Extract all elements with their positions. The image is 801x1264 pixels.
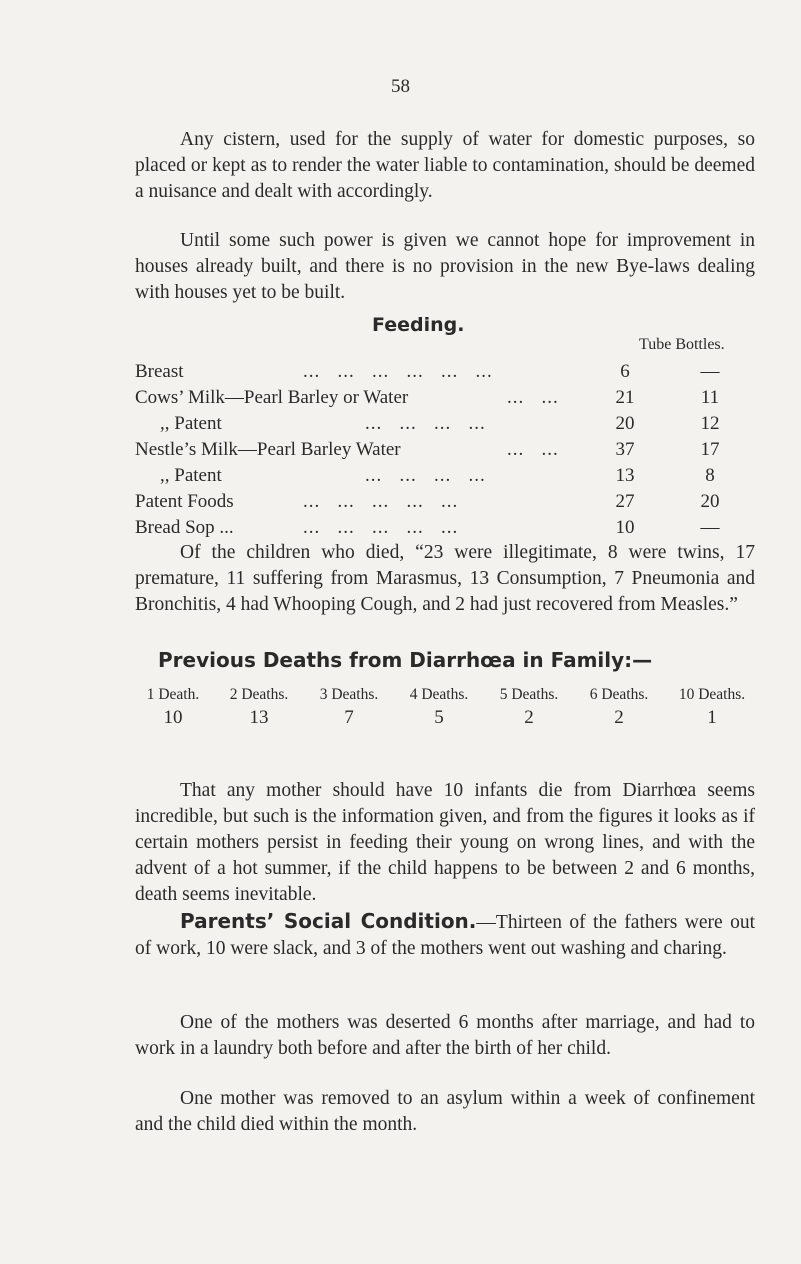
page-number: 58 (391, 76, 410, 97)
deaths-column (307, 686, 391, 729)
deaths-column-value: 2 (614, 707, 624, 728)
feeding-row-label: ,, Patent (160, 465, 222, 486)
deaths-column-header: 4 Deaths. (409, 686, 469, 703)
deaths-column-header: 10 Deaths. (678, 686, 746, 703)
tube-bottles-value: — (700, 361, 720, 382)
tube-bottles-value: — (700, 517, 720, 538)
feeding-row-label: Bread Sop ... (135, 517, 234, 538)
feeding-table (135, 361, 757, 543)
feeding-row (135, 491, 757, 517)
leader-dots: ... ... (507, 387, 559, 408)
deaths-column-header: 2 Deaths. (229, 686, 289, 703)
tube-bottles-value: 17 (700, 439, 720, 460)
feeding-value: 6 (620, 361, 630, 382)
deaths-column-value: 2 (524, 707, 534, 728)
paragraph-parents (135, 908, 755, 962)
leader-dots: ... ... (507, 439, 559, 460)
deaths-column (487, 686, 571, 729)
feeding-row (135, 387, 757, 413)
feeding-row-label: ,, Patent (160, 413, 222, 434)
leader-dots: ... ... ... ... ... (303, 491, 459, 512)
leader-dots: ... ... ... ... (365, 465, 486, 486)
paragraph-children-died: Of the children who died, “23 were illegitimate, 8 were twins, 17 premature, 11 suffering from Marasmus, 13 Consumption, 7 Pneumonia and Bronchitis, 4 had Whooping Cough, and 2 had just recovered from Measles.” (135, 542, 755, 615)
tube-bottles-value: 8 (705, 465, 715, 486)
feeding-value: 37 (615, 439, 635, 460)
deaths-column (577, 686, 661, 729)
deaths-column (667, 686, 757, 729)
deaths-column-header: 5 Deaths. (499, 686, 559, 703)
feeding-value: 20 (615, 413, 635, 434)
deaths-column (217, 686, 301, 729)
deaths-column-value: 13 (249, 707, 269, 728)
deaths-column-value: 7 (344, 707, 354, 728)
deaths-column-header: 1 Death. (146, 686, 200, 703)
feeding-row (135, 361, 757, 387)
deaths-column-value: 5 (434, 707, 444, 728)
paragraph-diarrhoea: That any mother should have 10 infants die from Diarrhœa seems incredible, but such is the information given, and from the figures it looks as if certain mothers persist in feeding their young on wrong lines, and with the advent of a hot summer, if the child happens to be between 2 and 6 months, death seems inevitable. (135, 780, 755, 905)
deaths-column (135, 686, 211, 729)
tube-bottles-value: 11 (700, 387, 720, 408)
tube-bottles-value: 20 (700, 491, 720, 512)
paragraph-deserted: One of the mothers was deserted 6 months after marriage, and had to work in a laundry both before and after the birth of her child. (135, 1012, 755, 1059)
tube-bottles-header: Tube Bottles. (639, 336, 725, 353)
feeding-value: 10 (615, 517, 635, 538)
parents-heading: Parents’ Social Condition. (180, 909, 477, 933)
deaths-column-header: 6 Deaths. (589, 686, 649, 703)
paragraph-bye-laws: Until some such power is given we cannot hope for improvement in houses already built, and there is no provision in the new Bye-laws dealing with houses yet to be built. (135, 230, 755, 303)
feeding-row-label: Patent Foods (135, 491, 234, 512)
feeding-heading: Feeding. (372, 314, 465, 336)
feeding-row (135, 439, 757, 465)
tube-bottles-value: 12 (700, 413, 720, 434)
deaths-column-header: 3 Deaths. (319, 686, 379, 703)
feeding-value: 13 (615, 465, 635, 486)
deaths-column-value: 1 (707, 707, 717, 728)
deaths-column (397, 686, 481, 729)
leader-dots: ... ... ... ... (365, 413, 486, 434)
feeding-row-label: Cows’ Milk—Pearl Barley or Water (135, 387, 409, 408)
feeding-row (135, 413, 757, 439)
paragraph-asylum: One mother was removed to an asylum within a week of confinement and the child died within the month. (135, 1088, 755, 1135)
leader-dots: ... ... ... ... ... ... (303, 361, 493, 382)
feeding-value: 21 (615, 387, 635, 408)
leader-dots: ... ... ... ... ... (303, 517, 459, 538)
previous-deaths-heading: Previous Deaths from Diarrhœa in Family:— (158, 648, 653, 672)
feeding-row-label: Nestle’s Milk—Pearl Barley Water (135, 439, 401, 460)
deaths-column-value: 10 (163, 707, 183, 728)
feeding-row-label: Breast (135, 361, 184, 382)
paragraph-cistern: Any cistern, used for the supply of water for domestic purposes, so placed or kept as to render the water liable to contamination, should be deemed a nuisance and dealt with accordingly. (135, 129, 755, 202)
feeding-value: 27 (615, 491, 635, 512)
parents-text: —Thirteen of the fathers were out of work, 10 were slack, and 3 of the mothers went out washing and charing. (135, 912, 755, 959)
feeding-row (135, 465, 757, 491)
